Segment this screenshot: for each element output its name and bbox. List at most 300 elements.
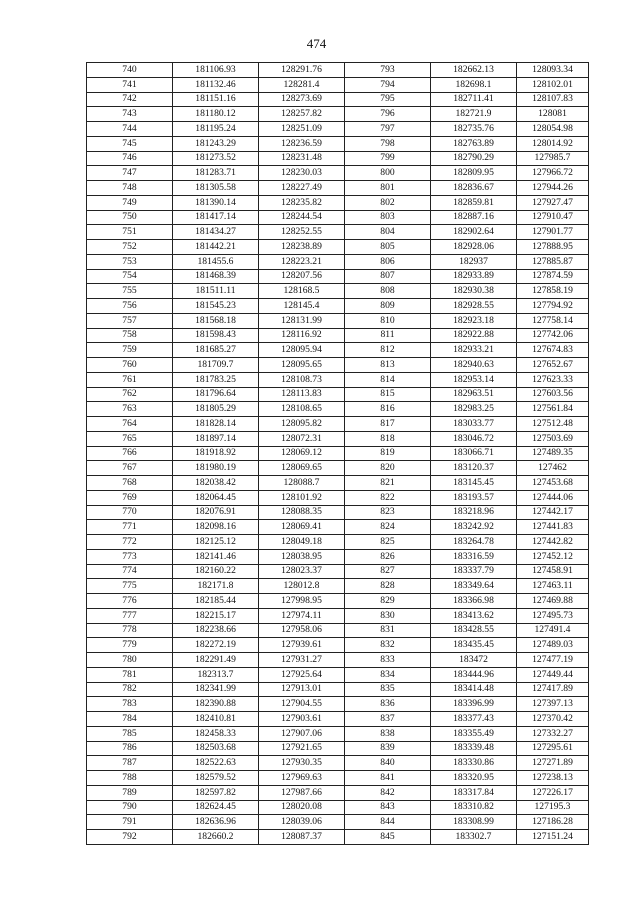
table-cell-point-number: 787: [87, 756, 173, 771]
table-cell-point-number: 823: [345, 505, 431, 520]
table-cell-x-coordinate: 181390.14: [173, 195, 259, 210]
table-cell-y-coordinate: 127944.26: [517, 181, 589, 196]
table-cell-point-number: 830: [345, 608, 431, 623]
table-cell-point-number: 818: [345, 431, 431, 446]
table-cell-x-coordinate: 182933.21: [431, 343, 517, 358]
table-cell-x-coordinate: 182940.63: [431, 358, 517, 373]
table-cell-y-coordinate: 128230.03: [259, 166, 345, 181]
table-cell-x-coordinate: 181243.29: [173, 136, 259, 151]
table-cell-point-number: 835: [345, 682, 431, 697]
table-cell-point-number: 780: [87, 653, 173, 668]
table-cell-point-number: 763: [87, 402, 173, 417]
table-row: [87, 653, 589, 668]
table-cell-point-number: 825: [345, 535, 431, 550]
table-cell-y-coordinate: 128081: [517, 107, 589, 122]
table-cell-y-coordinate: 127332.27: [517, 726, 589, 741]
page-number: 474: [306, 36, 327, 51]
table-cell-x-coordinate: 183337.79: [431, 564, 517, 579]
table-cell-point-number: 778: [87, 623, 173, 638]
table-cell-y-coordinate: 127939.61: [259, 638, 345, 653]
table-cell-point-number: 845: [345, 830, 431, 845]
table-cell-x-coordinate: 183316.59: [431, 549, 517, 564]
table-cell-y-coordinate: 127441.83: [517, 520, 589, 535]
table-cell-point-number: 819: [345, 446, 431, 461]
table-cell-x-coordinate: 183444.96: [431, 667, 517, 682]
table-cell-x-coordinate: 183320.95: [431, 771, 517, 786]
table-cell-y-coordinate: 128231.48: [259, 151, 345, 166]
table-cell-x-coordinate: 182983.25: [431, 402, 517, 417]
table-cell-point-number: 807: [345, 269, 431, 284]
table-cell-y-coordinate: 127442.82: [517, 535, 589, 550]
table-cell-y-coordinate: 128145.4: [259, 299, 345, 314]
table-cell-y-coordinate: 127901.77: [517, 225, 589, 240]
table-cell-x-coordinate: 181568.18: [173, 313, 259, 328]
table-cell-y-coordinate: 127469.88: [517, 594, 589, 609]
table-cell-y-coordinate: 127195.3: [517, 800, 589, 815]
table-cell-point-number: 779: [87, 638, 173, 653]
table-cell-point-number: 767: [87, 461, 173, 476]
table-cell-point-number: 785: [87, 726, 173, 741]
table-cell-y-coordinate: 128131.99: [259, 313, 345, 328]
table-cell-y-coordinate: 127958.06: [259, 623, 345, 638]
table-cell-x-coordinate: 182711.41: [431, 92, 517, 107]
table-cell-y-coordinate: 127238.13: [517, 771, 589, 786]
table-row: [87, 77, 589, 92]
table-cell-point-number: 773: [87, 549, 173, 564]
table-cell-y-coordinate: 127449.44: [517, 667, 589, 682]
table-cell-x-coordinate: 181598.43: [173, 328, 259, 343]
table-cell-point-number: 753: [87, 254, 173, 269]
table-cell-point-number: 750: [87, 210, 173, 225]
table-cell-y-coordinate: 127491.4: [517, 623, 589, 638]
table-cell-y-coordinate: 128069.65: [259, 461, 345, 476]
table-cell-point-number: 810: [345, 313, 431, 328]
table-cell-y-coordinate: 127186.28: [517, 815, 589, 830]
table-cell-y-coordinate: 127151.24: [517, 830, 589, 845]
table-row: [87, 254, 589, 269]
table-cell-x-coordinate: 182503.68: [173, 741, 259, 756]
table-cell-point-number: 803: [345, 210, 431, 225]
table-cell-y-coordinate: 127477.19: [517, 653, 589, 668]
table-cell-y-coordinate: 127397.13: [517, 697, 589, 712]
table-cell-point-number: 754: [87, 269, 173, 284]
table-cell-x-coordinate: 181918.92: [173, 446, 259, 461]
table-cell-point-number: 826: [345, 549, 431, 564]
table-cell-point-number: 792: [87, 830, 173, 845]
table-row: [87, 741, 589, 756]
table-cell-y-coordinate: 128108.65: [259, 402, 345, 417]
table-cell-y-coordinate: 127921.65: [259, 741, 345, 756]
table-cell-point-number: 765: [87, 431, 173, 446]
table-cell-point-number: 777: [87, 608, 173, 623]
table-cell-x-coordinate: 183193.57: [431, 490, 517, 505]
table-cell-x-coordinate: 182125.12: [173, 535, 259, 550]
table-cell-y-coordinate: 127271.89: [517, 756, 589, 771]
table-cell-x-coordinate: 182859.81: [431, 195, 517, 210]
table-cell-point-number: 786: [87, 741, 173, 756]
table-cell-y-coordinate: 128072.31: [259, 431, 345, 446]
table-cell-x-coordinate: 182809.95: [431, 166, 517, 181]
table-cell-point-number: 812: [345, 343, 431, 358]
table-cell-x-coordinate: 182160.22: [173, 564, 259, 579]
table-cell-x-coordinate: 181151.16: [173, 92, 259, 107]
table-cell-point-number: 840: [345, 756, 431, 771]
table-cell-x-coordinate: 183066.71: [431, 446, 517, 461]
table-cell-x-coordinate: 182937: [431, 254, 517, 269]
table-row: [87, 136, 589, 151]
table-cell-point-number: 815: [345, 387, 431, 402]
table-cell-x-coordinate: 183310.82: [431, 800, 517, 815]
table-cell-point-number: 798: [345, 136, 431, 151]
table-cell-y-coordinate: 128093.34: [517, 63, 589, 78]
table-row: [87, 638, 589, 653]
table-row: [87, 771, 589, 786]
table-cell-y-coordinate: 127512.48: [517, 417, 589, 432]
table-cell-x-coordinate: 181709.7: [173, 358, 259, 373]
table-cell-y-coordinate: 127925.64: [259, 667, 345, 682]
table-row: [87, 225, 589, 240]
table-cell-x-coordinate: 181305.58: [173, 181, 259, 196]
table-cell-y-coordinate: 127652.67: [517, 358, 589, 373]
table-cell-x-coordinate: 182272.19: [173, 638, 259, 653]
table-row: [87, 372, 589, 387]
table-row: [87, 461, 589, 476]
table-cell-x-coordinate: 183033.77: [431, 417, 517, 432]
table-cell-point-number: 811: [345, 328, 431, 343]
table-cell-point-number: 831: [345, 623, 431, 638]
table-cell-point-number: 781: [87, 667, 173, 682]
table-cell-y-coordinate: 127904.55: [259, 697, 345, 712]
table-cell-point-number: 843: [345, 800, 431, 815]
table-cell-y-coordinate: 128038.95: [259, 549, 345, 564]
table-cell-point-number: 756: [87, 299, 173, 314]
table-row: [87, 240, 589, 255]
table-cell-x-coordinate: 182141.46: [173, 549, 259, 564]
table-cell-point-number: 747: [87, 166, 173, 181]
table-cell-y-coordinate: 127907.06: [259, 726, 345, 741]
table-cell-y-coordinate: 128049.18: [259, 535, 345, 550]
table-cell-y-coordinate: 128108.73: [259, 372, 345, 387]
table-cell-point-number: 740: [87, 63, 173, 78]
table-cell-y-coordinate: 127930.35: [259, 756, 345, 771]
table-cell-x-coordinate: 181980.19: [173, 461, 259, 476]
table-row: [87, 564, 589, 579]
table-cell-point-number: 771: [87, 520, 173, 535]
table-cell-y-coordinate: 128039.06: [259, 815, 345, 830]
table-cell-point-number: 757: [87, 313, 173, 328]
table-cell-y-coordinate: 127913.01: [259, 682, 345, 697]
table-row: [87, 579, 589, 594]
table-row: [87, 210, 589, 225]
table-cell-point-number: 759: [87, 343, 173, 358]
table-cell-x-coordinate: 182390.88: [173, 697, 259, 712]
table-cell-x-coordinate: 182341.99: [173, 682, 259, 697]
table-cell-point-number: 791: [87, 815, 173, 830]
table-cell-x-coordinate: 181828.14: [173, 417, 259, 432]
table-row: [87, 476, 589, 491]
table-row: [87, 402, 589, 417]
table-cell-y-coordinate: 127503.69: [517, 431, 589, 446]
table-cell-point-number: 838: [345, 726, 431, 741]
table-cell-y-coordinate: 128291.76: [259, 63, 345, 78]
table-cell-x-coordinate: 181417.14: [173, 210, 259, 225]
table-cell-x-coordinate: 183145.45: [431, 476, 517, 491]
table-cell-y-coordinate: 127903.61: [259, 712, 345, 727]
table-cell-point-number: 749: [87, 195, 173, 210]
table-cell-point-number: 751: [87, 225, 173, 240]
table-cell-y-coordinate: 128273.69: [259, 92, 345, 107]
table-cell-x-coordinate: 182928.06: [431, 240, 517, 255]
table-cell-x-coordinate: 182953.14: [431, 372, 517, 387]
table-cell-point-number: 744: [87, 122, 173, 137]
table-cell-x-coordinate: 182836.67: [431, 181, 517, 196]
table-cell-y-coordinate: 127462: [517, 461, 589, 476]
table-cell-point-number: 790: [87, 800, 173, 815]
table-cell-x-coordinate: 182185.44: [173, 594, 259, 609]
table-cell-y-coordinate: 128087.37: [259, 830, 345, 845]
table-cell-y-coordinate: 128101.92: [259, 490, 345, 505]
table-cell-y-coordinate: 128107.83: [517, 92, 589, 107]
table-cell-y-coordinate: 128238.89: [259, 240, 345, 255]
table-cell-x-coordinate: 182624.45: [173, 800, 259, 815]
table-cell-x-coordinate: 181273.52: [173, 151, 259, 166]
table-cell-x-coordinate: 182902.64: [431, 225, 517, 240]
table-cell-y-coordinate: 127969.63: [259, 771, 345, 786]
table-cell-y-coordinate: 127295.61: [517, 741, 589, 756]
table-cell-x-coordinate: 183413.62: [431, 608, 517, 623]
table-cell-y-coordinate: 127561.84: [517, 402, 589, 417]
table-cell-x-coordinate: 181283.71: [173, 166, 259, 181]
table-row: [87, 830, 589, 845]
table-cell-y-coordinate: 127603.56: [517, 387, 589, 402]
table-cell-x-coordinate: 181511.11: [173, 284, 259, 299]
table-cell-y-coordinate: 128113.83: [259, 387, 345, 402]
table-cell-x-coordinate: 181195.24: [173, 122, 259, 137]
table-cell-point-number: 797: [345, 122, 431, 137]
table-cell-y-coordinate: 127442.17: [517, 505, 589, 520]
table-cell-x-coordinate: 182660.2: [173, 830, 259, 845]
table-cell-point-number: 837: [345, 712, 431, 727]
table-cell-x-coordinate: 181442.21: [173, 240, 259, 255]
table-cell-point-number: 805: [345, 240, 431, 255]
table-row: [87, 313, 589, 328]
table-cell-x-coordinate: 181796.64: [173, 387, 259, 402]
table-row: [87, 299, 589, 314]
table-row: [87, 549, 589, 564]
table-cell-y-coordinate: 127463.11: [517, 579, 589, 594]
table-row: [87, 63, 589, 78]
table-cell-x-coordinate: 182933.89: [431, 269, 517, 284]
table-cell-point-number: 774: [87, 564, 173, 579]
table-row: [87, 505, 589, 520]
table-cell-y-coordinate: 128054.98: [517, 122, 589, 137]
table-cell-x-coordinate: 183330.86: [431, 756, 517, 771]
table-cell-x-coordinate: 182410.81: [173, 712, 259, 727]
table-cell-y-coordinate: 127452.12: [517, 549, 589, 564]
table-cell-x-coordinate: 183218.96: [431, 505, 517, 520]
table-cell-y-coordinate: 127987.66: [259, 785, 345, 800]
table-cell-point-number: 762: [87, 387, 173, 402]
table-cell-point-number: 748: [87, 181, 173, 196]
table-cell-x-coordinate: 183339.48: [431, 741, 517, 756]
table-cell-point-number: 829: [345, 594, 431, 609]
table-cell-x-coordinate: 183396.99: [431, 697, 517, 712]
table-cell-x-coordinate: 181132.46: [173, 77, 259, 92]
table-row: [87, 726, 589, 741]
table-row: [87, 594, 589, 609]
table-cell-y-coordinate: 128012.8: [259, 579, 345, 594]
table-cell-point-number: 788: [87, 771, 173, 786]
table-row: [87, 181, 589, 196]
table-cell-point-number: 832: [345, 638, 431, 653]
table-cell-y-coordinate: 127931.27: [259, 653, 345, 668]
table-cell-x-coordinate: 181434.27: [173, 225, 259, 240]
table-cell-x-coordinate: 182922.88: [431, 328, 517, 343]
table-row: [87, 92, 589, 107]
coordinates-table: [86, 62, 589, 845]
table-cell-x-coordinate: 182735.76: [431, 122, 517, 137]
table-cell-point-number: 844: [345, 815, 431, 830]
table-row: [87, 387, 589, 402]
table-row: [87, 815, 589, 830]
table-row: [87, 712, 589, 727]
table-cell-x-coordinate: 182064.45: [173, 490, 259, 505]
table-cell-x-coordinate: 181468.39: [173, 269, 259, 284]
table-row: [87, 490, 589, 505]
table-cell-x-coordinate: 182928.55: [431, 299, 517, 314]
table-row: [87, 431, 589, 446]
table-cell-point-number: 800: [345, 166, 431, 181]
table-cell-y-coordinate: 128088.7: [259, 476, 345, 491]
table-cell-point-number: 824: [345, 520, 431, 535]
table-cell-x-coordinate: 183472: [431, 653, 517, 668]
table-cell-point-number: 821: [345, 476, 431, 491]
table-cell-y-coordinate: 127985.7: [517, 151, 589, 166]
table-cell-point-number: 789: [87, 785, 173, 800]
table-cell-point-number: 828: [345, 579, 431, 594]
table-cell-point-number: 755: [87, 284, 173, 299]
table-row: [87, 785, 589, 800]
table-cell-x-coordinate: 182923.18: [431, 313, 517, 328]
table-cell-y-coordinate: 128095.82: [259, 417, 345, 432]
table-cell-point-number: 746: [87, 151, 173, 166]
table-cell-x-coordinate: 183120.37: [431, 461, 517, 476]
table-row: [87, 756, 589, 771]
table-cell-x-coordinate: 182238.66: [173, 623, 259, 638]
table-row: [87, 151, 589, 166]
table-cell-y-coordinate: 128095.94: [259, 343, 345, 358]
table-cell-point-number: 741: [87, 77, 173, 92]
table-cell-y-coordinate: 127623.33: [517, 372, 589, 387]
table-cell-y-coordinate: 128020.08: [259, 800, 345, 815]
table-cell-x-coordinate: 181455.6: [173, 254, 259, 269]
table-cell-point-number: 796: [345, 107, 431, 122]
table-cell-y-coordinate: 128235.82: [259, 195, 345, 210]
table-cell-y-coordinate: 128069.41: [259, 520, 345, 535]
table-cell-y-coordinate: 128088.35: [259, 505, 345, 520]
table-row: [87, 697, 589, 712]
table-cell-x-coordinate: 182076.91: [173, 505, 259, 520]
table-cell-y-coordinate: 127966.72: [517, 166, 589, 181]
table-cell-x-coordinate: 182887.16: [431, 210, 517, 225]
table-cell-x-coordinate: 183377.43: [431, 712, 517, 727]
table-cell-y-coordinate: 128281.4: [259, 77, 345, 92]
table-cell-y-coordinate: 128168.5: [259, 284, 345, 299]
table-cell-x-coordinate: 182291.49: [173, 653, 259, 668]
table-cell-point-number: 804: [345, 225, 431, 240]
table-cell-point-number: 782: [87, 682, 173, 697]
table-cell-point-number: 793: [345, 63, 431, 78]
table-cell-point-number: 813: [345, 358, 431, 373]
table-cell-point-number: 820: [345, 461, 431, 476]
table-cell-point-number: 842: [345, 785, 431, 800]
table-cell-x-coordinate: 181805.29: [173, 402, 259, 417]
table-cell-point-number: 743: [87, 107, 173, 122]
table-cell-x-coordinate: 183264.78: [431, 535, 517, 550]
table-cell-x-coordinate: 181783.25: [173, 372, 259, 387]
table-cell-point-number: 758: [87, 328, 173, 343]
table-cell-y-coordinate: 128223.21: [259, 254, 345, 269]
table-row: [87, 343, 589, 358]
table-cell-y-coordinate: 128023.37: [259, 564, 345, 579]
table-row: [87, 166, 589, 181]
table-cell-y-coordinate: 127370.42: [517, 712, 589, 727]
table-cell-x-coordinate: 182522.63: [173, 756, 259, 771]
table-cell-x-coordinate: 181545.23: [173, 299, 259, 314]
table-cell-x-coordinate: 181685.27: [173, 343, 259, 358]
table-cell-point-number: 809: [345, 299, 431, 314]
table-cell-point-number: 794: [345, 77, 431, 92]
table-row: [87, 269, 589, 284]
table-cell-y-coordinate: 128244.54: [259, 210, 345, 225]
table-cell-x-coordinate: 183302.7: [431, 830, 517, 845]
table-cell-point-number: 766: [87, 446, 173, 461]
table-cell-point-number: 783: [87, 697, 173, 712]
table-cell-point-number: 752: [87, 240, 173, 255]
table-cell-y-coordinate: 128095.65: [259, 358, 345, 373]
table-cell-x-coordinate: 183046.72: [431, 431, 517, 446]
table-cell-point-number: 836: [345, 697, 431, 712]
table-cell-x-coordinate: 182662.13: [431, 63, 517, 78]
table-cell-point-number: 806: [345, 254, 431, 269]
table-cell-point-number: 776: [87, 594, 173, 609]
table-cell-point-number: 795: [345, 92, 431, 107]
table-cell-y-coordinate: 127927.47: [517, 195, 589, 210]
table-cell-y-coordinate: 128069.12: [259, 446, 345, 461]
table-cell-x-coordinate: 183366.98: [431, 594, 517, 609]
table-cell-x-coordinate: 182458.33: [173, 726, 259, 741]
table-row: [87, 608, 589, 623]
table-row: [87, 800, 589, 815]
table-row: [87, 682, 589, 697]
table-cell-y-coordinate: 128236.59: [259, 136, 345, 151]
table-row: [87, 328, 589, 343]
table-row: [87, 195, 589, 210]
table-row: [87, 535, 589, 550]
table-cell-x-coordinate: 182963.51: [431, 387, 517, 402]
table-cell-y-coordinate: 128252.55: [259, 225, 345, 240]
table-cell-y-coordinate: 127674.83: [517, 343, 589, 358]
table-cell-y-coordinate: 127794.92: [517, 299, 589, 314]
table-cell-y-coordinate: 128116.92: [259, 328, 345, 343]
table-cell-y-coordinate: 127742.06: [517, 328, 589, 343]
table-cell-x-coordinate: 182636.96: [173, 815, 259, 830]
table-cell-point-number: 760: [87, 358, 173, 373]
table-cell-x-coordinate: 183349.64: [431, 579, 517, 594]
table-cell-y-coordinate: 127974.11: [259, 608, 345, 623]
table-cell-x-coordinate: 182038.42: [173, 476, 259, 491]
table-row: [87, 667, 589, 682]
